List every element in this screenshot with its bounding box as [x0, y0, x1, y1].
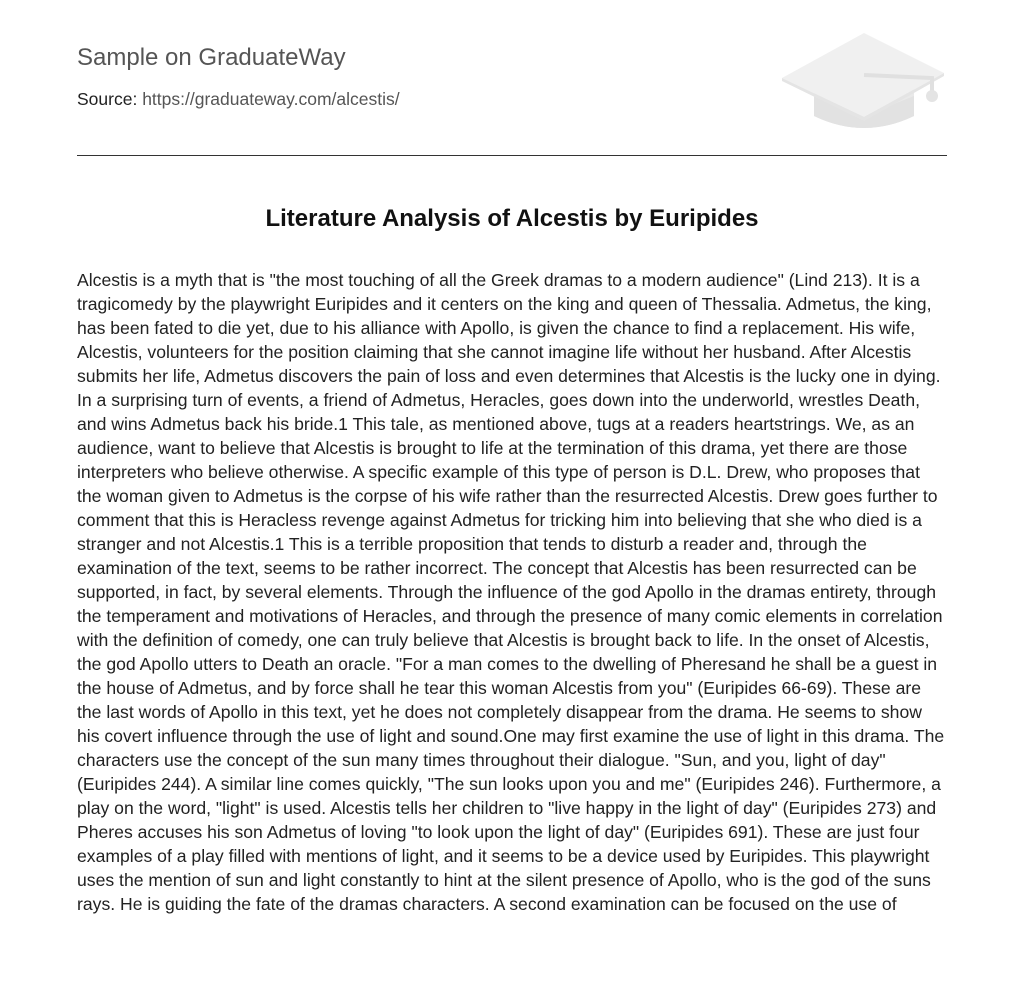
page-header [77, 0, 947, 156]
article-title: Literature Analysis of Alcestis by Euripides [265, 205, 759, 232]
site-title: Sample on GraduateWay [77, 44, 346, 71]
source-line [77, 89, 400, 110]
header-divider [77, 155, 947, 156]
source-label: Source: [77, 89, 138, 109]
graduation-cap-icon [782, 30, 946, 132]
source-link[interactable]: https://graduateway.com/alcestis/ [142, 89, 400, 109]
article-body: Alcestis is a myth that is "the most touching of all the Greek dramas to a modern audience" (Lind 213). It is a tragicomedy by the playwright Euripides and it centers on the king and queen of Thessalia. Admetus, the king, has been fated to die yet, due to his alliance with Apollo, is given the chance to find a replacement. His wife, Alcestis, volunteers for the position claiming that she cannot imagine life without her husband. After Alcestis submits her life, Admetus discovers the pain of loss and even determines that Alcestis is the lucky one in dying. In a surprising turn of events, a friend of Admetus, Heracles, goes down into the underworld, wrestles Death, and wins Admetus back his bride.1 This tale, as mentioned above, tugs at a readers heartstrings. We, as an audience, want to believe that Alcestis is brought to life at the termination of this drama, yet there are those interpreters who believe otherwise. A specific example of this type of person is D.L. Drew, who proposes that the woman given to Admetus is the corpse of his wife rather than the resurrected Alcestis. Drew goes further to comment that this is Heracless revenge against Admetus for tricking him into believing that she who died is a stranger and not Alcestis.1 This is a terrible proposition that tends to disturb a reader and, through the examination of the text, seems to be rather incorrect. The concept that Alcestis has been resurrected can be supported, in fact, by several elements. Through the influence of the god Apollo in the dramas entirety, through the temperament and motivations of Heracles, and through the presence of many comic elements in correlation with the definition of comedy, one can truly believe that Alcestis is brought back to life. In the onset of Alcestis, the god Apollo utters to Death an oracle. "For a man comes to the dwelling of Pheresand he shall be a guest in the house of Admetus, and by force shall he tear this woman Alcestis from you" (Euripides 66-69). These are the last words of Apollo in this text, yet he does not completely disappear from the drama. He seems to show his covert influence through the use of light and sound.One may first examine the use of light in this drama. The characters use the concept of the sun many times throughout their dialogue. "Sun, and you, light of day" (Euripides 244). A similar line comes quickly, "The sun looks upon you and me" (Euripides 246). Furthermore, a play on the word, "light" is used. Alcestis tells her children to "live happy in the light of day" (Euripides 273) and Pheres accuses his son Admetus of loving "to look upon the light of day" (Euripides 691). These are just four examples of a play filled with mentions of light, and it seems to be a device used by Euripides. This playwright uses the mention of sun and light constantly to hint at the silent presence of Apollo, who is the god of the suns rays. He is guiding the fate of the dramas characters. A second examination can be focused on the use of [77, 270, 945, 914]
